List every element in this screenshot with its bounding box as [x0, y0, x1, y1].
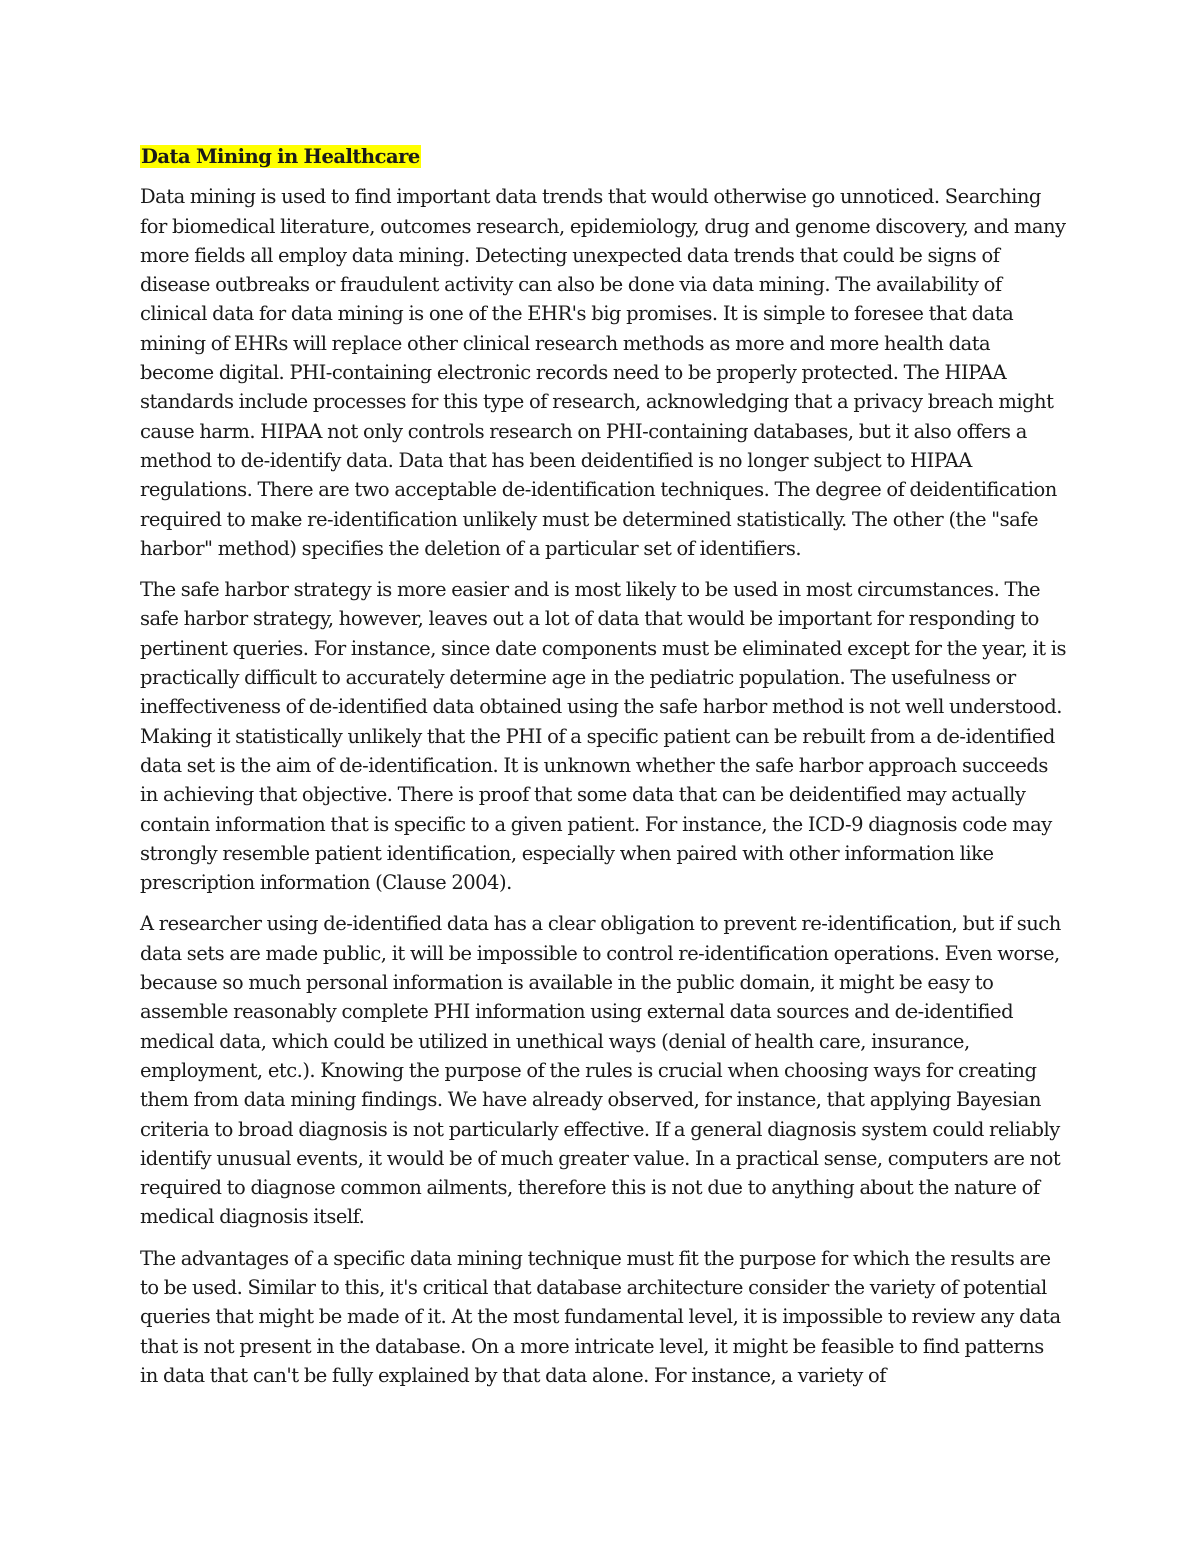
highlighted-title-text: Data Mining in Healthcare	[141, 145, 420, 168]
document-title	[140, 142, 1066, 171]
paragraph-3: A researcher using de-identified data has a clear obligation to prevent re-identification, but if such data sets are made public, it will be impossible to control re-identification operations. Even worse, because so much personal information is available in the public domain, it might be easy to assemble reasonably complete PHI information using external data sources and de-identified medical data, which could be utilized in unethical ways (denial of health care, insurance, employment, etc.). Knowing the purpose of the rules is crucial when choosing ways for creating them from data mining findings. We have already observed, for instance, that applying Bayesian criteria to broad diagnosis is not particularly effective. If a general diagnosis system could reliably identify unusual events, it would be of much greater value. In a practical sense, computers are not required to diagnose common ailments, therefore this is not due to anything about the nature of medical diagnosis itself.	[140, 912, 1061, 1229]
paragraph-2: The safe harbor strategy is more easier and is most likely to be used in most circumstances. The safe harbor strategy, however, leaves out a lot of data that would be important for responding to pertinent queries. For instance, since date components must be eliminated except for the year, it is practically difficult to accurately determine age in the pediatric population. The usefulness or ineffectiveness of de-identified data obtained using the safe harbor method is not well understood. Making it statistically unlikely that the PHI of a specific patient can be rebuilt from a de-identified data set is the aim of de-identification. It is unknown whether the safe harbor approach succeeds in achieving that objective. There is proof that some data that can be deidentified may actually contain information that is specific to a given patient. For instance, the ICD-9 diagnosis code may strongly resemble patient identification, especially when paired with other information like prescription information (Clause 2004).	[140, 578, 1067, 895]
paragraph-4: The advantages of a specific data mining technique must fit the purpose for which the results are to be used. Similar to this, it's critical that database architecture consider the variety of potential queries that might be made of it. At the most fundamental level, it is impossible to review any data that is not present in the database. On a more intricate level, it might be feasible to find patterns in data that can't be fully explained by that data alone. For instance, a variety of	[140, 1246, 1061, 1387]
document-body	[140, 142, 1066, 1402]
paragraph-1: Data mining is used to find important data trends that would otherwise go unnoticed. Searching for biomedical literature, outcomes research, epidemiology, drug and genome discovery, and many more fields all employ data mining. Detecting unexpected data trends that could be signs of disease outbreaks or fraudulent activity can also be done via data mining. The availability of clinical data for data mining is one of the EHR's big promises. It is simple to foresee that data mining of EHRs will replace other clinical research methods as more and more health data become digital. PHI-containing electronic records need to be properly protected. The HIPAA standards include processes for this type of research, acknowledging that a privacy breach might cause harm. HIPAA not only controls research on PHI-containing databases, but it also offers a method to de-identify data. Data that has been deidentified is no longer subject to HIPAA regulations. There are two acceptable de-identification techniques. The degree of deidentification required to make re-identification unlikely must be determined statistically. The other (the "safe harbor" method) specifies the deletion of a particular set of identifiers.	[140, 185, 1066, 560]
